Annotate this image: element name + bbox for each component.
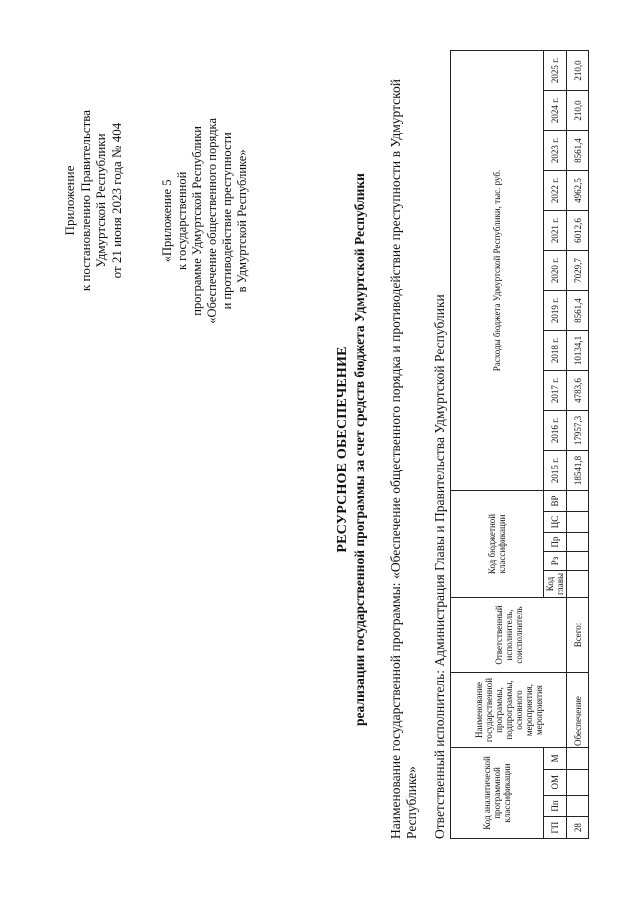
cell-vr — [567, 491, 589, 512]
annex2-line-5: и противодействие преступности — [220, 132, 234, 310]
cell-2024: 210,0 — [567, 91, 589, 131]
year-2015: 2015 г. — [544, 451, 567, 491]
cell-om — [567, 769, 589, 795]
subheader-gp: ГП — [544, 817, 567, 839]
annex2-line-4: «Обеспечение общественного порядка — [205, 118, 219, 324]
year-2017: 2017 г. — [544, 371, 567, 411]
year-2023: 2023 г. — [544, 131, 567, 171]
program-name-line: Наименование государственной программы: «Обеспечение общественного порядка и противодействие преступности в Удмуртской Республике» — [388, 79, 419, 839]
subheader-rz: Рз — [544, 552, 567, 571]
subheader-cs: ЦС — [544, 512, 567, 533]
annex2-line-6: в Удмуртской Республике» — [235, 149, 249, 293]
cell-2015: 18541,8 — [567, 451, 589, 491]
table-header-row-1 — [451, 51, 544, 839]
year-2021: 2021 г. — [544, 211, 567, 251]
cell-2020: 7029,7 — [567, 251, 589, 291]
responsible-executor-line: Ответственный исполнитель: Администрация Главы и Правительства Удмуртской Республики — [432, 294, 447, 839]
cell-2017: 4783,6 — [567, 371, 589, 411]
cell-name: Обеспечение — [567, 673, 589, 748]
year-2024: 2024 г. — [544, 91, 567, 131]
annex-line-4: от 21 июня 2023 года № 404 — [108, 122, 124, 279]
year-2018: 2018 г. — [544, 331, 567, 371]
header-program-name: Наименование государственной программы, подпрограммы, основного мероприятия, мероприятия — [451, 673, 567, 748]
annex2-line-3: программе Удмуртской Республики — [190, 126, 204, 316]
cell-2016: 17957,3 — [567, 411, 589, 451]
annex2-line-1: «Приложение 5 — [160, 179, 174, 263]
year-2022: 2022 г. — [544, 171, 567, 211]
document-subtitle: реализации государственной программы за счет средств бюджета Удмуртской Республики — [352, 173, 367, 726]
subheader-code-head: Код главы — [544, 571, 567, 598]
cell-cs — [567, 512, 589, 533]
annex-header — [62, 110, 124, 291]
annex-line-2: к постановлению Правительства — [77, 110, 93, 292]
cell-2025: 210,0 — [567, 51, 589, 91]
annex2-line-2: к государственной — [175, 171, 189, 271]
year-2019: 2019 г. — [544, 291, 567, 331]
cell-rz — [567, 552, 589, 571]
year-2020: 2020 г. — [544, 251, 567, 291]
cell-executor: Всего: — [567, 598, 589, 673]
annex-line-1: Приложение — [62, 165, 77, 236]
header-analytic-code: Код аналитической программной классификации — [451, 748, 544, 839]
subheader-vr: ВР — [544, 491, 567, 512]
cell-2022: 4962,5 — [567, 171, 589, 211]
subheader-pr: Пр — [544, 533, 567, 552]
cell-gp: 28 — [567, 817, 589, 839]
subheader-m: М — [544, 748, 567, 770]
header-budget-code: Код бюджетной классификации — [451, 491, 544, 598]
subheader-pp: Пп — [544, 795, 567, 817]
cell-2019: 8561,4 — [567, 291, 589, 331]
annex-line-3: Удмуртской Республики — [93, 133, 108, 268]
year-2016: 2016 г. — [544, 411, 567, 451]
cell-code-head — [567, 571, 589, 598]
cell-2018: 10134,1 — [567, 331, 589, 371]
header-executor: Ответственный исполнитель, соисполнитель — [451, 598, 567, 673]
header-expenses: Расходы бюджета Удмуртской Республики, тыс. руб. — [451, 51, 544, 491]
subheader-om: ОМ — [544, 769, 567, 795]
cell-pr — [567, 533, 589, 552]
cell-2021: 6012,6 — [567, 211, 589, 251]
resource-table — [450, 50, 589, 839]
year-2025: 2025 г. — [544, 51, 567, 91]
annex-5-header — [160, 118, 250, 324]
cell-m — [567, 748, 589, 770]
cell-pp — [567, 795, 589, 817]
cell-2023: 8561,4 — [567, 131, 589, 171]
document-title: РЕСУРСНОЕ ОБЕСПЕЧЕНИЕ — [335, 346, 350, 553]
table-row — [567, 51, 589, 839]
